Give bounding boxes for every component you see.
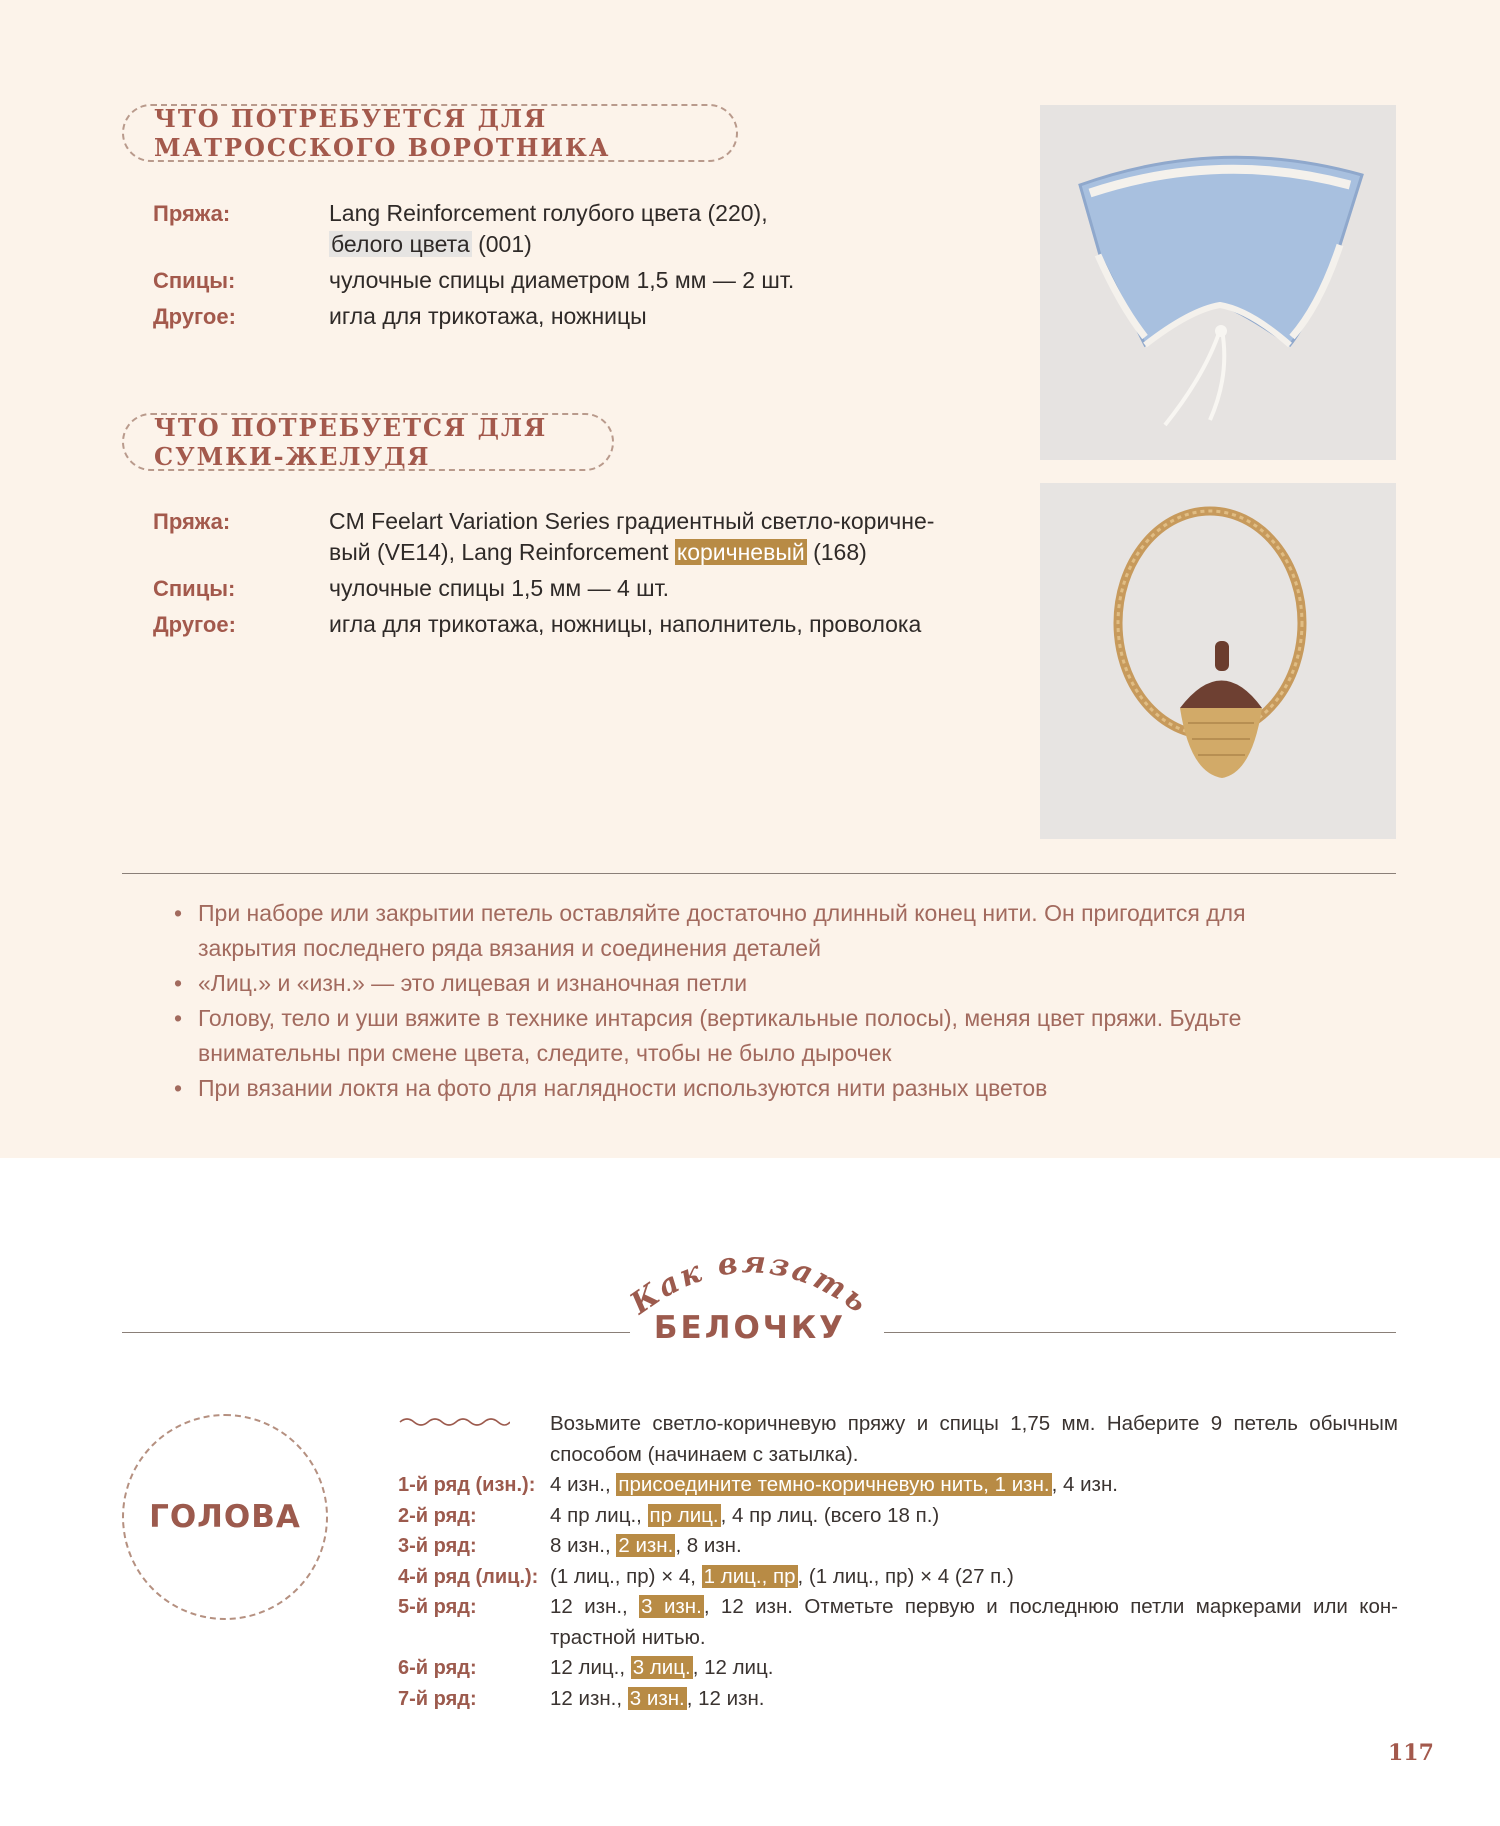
row-label: 5-й ряд:: [398, 1596, 477, 1618]
pattern-row: [398, 1592, 1398, 1653]
divider-line: [122, 873, 1396, 874]
collar-heading: ЧТО ПОТРЕБУЕТСЯ ДЛЯ МАТРОССКОГО ВОРОТНИКА: [122, 104, 738, 162]
note-item: • «Лиц.» и «изн.» — это лицевая и изнаночная петли: [170, 966, 1320, 1001]
collar-photo: [1040, 105, 1396, 460]
needles-label: Спицы:: [153, 268, 236, 293]
page-title: БЕЛОЧКУ: [653, 1310, 847, 1346]
title-rule-right: [884, 1332, 1396, 1333]
pattern-row: [398, 1653, 1398, 1684]
wavy-ornament: [398, 1409, 550, 1470]
acorn-materials: [153, 506, 969, 645]
notes-list: [170, 896, 1320, 1106]
acorn-yarn-row: [153, 506, 969, 568]
row-label: 1-й ряд (изн.):: [398, 1474, 536, 1496]
pattern-row: [398, 1531, 1398, 1562]
row-instruction: 4 изн., присоедините темно-коричневую нить, 1 изн., 4 изн.: [550, 1473, 1118, 1496]
acorn-needles-row: [153, 573, 969, 604]
row-instruction: 12 лиц., 3 лиц., 12 лиц.: [550, 1656, 774, 1679]
note-item: • При наборе или закрытии петель оставляйте достаточно длинный конец нити. Он пригодится для закрытия последнего ряда вязания и соединения деталей: [170, 896, 1300, 966]
other-value: игла для трикотажа, ножницы: [329, 303, 647, 329]
collar-other-row: [153, 301, 969, 332]
row-instruction: 4 пр лиц., пр лиц., 4 пр лиц. (всего 18 п.): [550, 1503, 940, 1527]
row-label: 4-й ряд (лиц.):: [398, 1565, 539, 1588]
other-label: Другое:: [153, 304, 236, 329]
other-value: игла для трикотажа, ножницы, наполнитель, проволока: [329, 611, 922, 637]
row-label: 6-й ряд:: [398, 1657, 477, 1679]
row-label: 7-й ряд:: [398, 1687, 477, 1710]
row-instruction: 12 изн., 3 изн., 12 изн.: [550, 1686, 765, 1710]
acorn-bag-photo: [1040, 483, 1396, 839]
yarn-label: Пряжа:: [153, 509, 231, 534]
pattern-intro: Возьмите светло-коричневую пряжу и спицы 1,75 мм. Наберите 9 петель обычным способом (начинаем с затылка).: [550, 1412, 1398, 1466]
acorn-heading: ЧТО ПОТРЕБУЕТСЯ ДЛЯ СУМКИ-ЖЕЛУДЯ: [122, 413, 614, 471]
script-title: [620, 1230, 880, 1320]
collar-needles-row: [153, 265, 969, 296]
pattern-row: [398, 1501, 1398, 1532]
pattern-row: [398, 1470, 1398, 1501]
section-badge: ГОЛОВА: [122, 1414, 328, 1620]
row-label: 2-й ряд:: [398, 1504, 477, 1527]
note-item: • При вязании локтя на фото для наглядности используются нити разных цветов: [170, 1071, 1320, 1106]
row-instruction: 8 изн., 2 изн., 8 изн.: [550, 1534, 742, 1557]
pattern-row: [398, 1562, 1398, 1593]
yarn-value: Lang Reinforcement голубого цвета (220), белого цвета (001): [329, 200, 768, 257]
row-instruction: 12 изн., 3 изн., 12 изн. Отметьте первую и последнюю петли маркерами или кон-трастной нитью.: [550, 1595, 1399, 1649]
row-instruction: (1 лиц., пр) × 4, 1 лиц., пр, (1 лиц., пр) × 4 (27 п.): [550, 1564, 1014, 1588]
needles-label: Спицы:: [153, 576, 236, 601]
title-rule-left: [122, 1332, 630, 1333]
collar-yarn-row: [153, 198, 969, 260]
svg-text:Как вязать: Как вязать: [624, 1245, 877, 1320]
needles-value: чулочные спицы 1,5 мм — 4 шт.: [329, 575, 670, 601]
pattern-intro-row: [398, 1409, 1398, 1470]
yarn-label: Пряжа:: [153, 201, 231, 226]
other-label: Другое:: [153, 612, 236, 637]
yarn-value: CM Feelart Variation Series градиентный светло-коричне-вый (VE14), Lang Reinforcement коричневый (168): [329, 508, 935, 565]
row-label: 3-й ряд:: [398, 1535, 477, 1557]
collar-materials: [153, 198, 969, 337]
pattern-instructions: [398, 1409, 1398, 1714]
needles-value: чулочные спицы диаметром 1,5 мм — 2 шт.: [329, 267, 795, 293]
note-item: • Голову, тело и уши вяжите в технике интарсия (вертикальные полосы), меняя цвет пряжи. Будьте внимательны при смене цвета, следите, чтобы не было дырочек: [170, 1001, 1300, 1071]
acorn-other-row: [153, 609, 969, 640]
pattern-row: [398, 1684, 1398, 1715]
page-number: 117: [1388, 1740, 1434, 1766]
